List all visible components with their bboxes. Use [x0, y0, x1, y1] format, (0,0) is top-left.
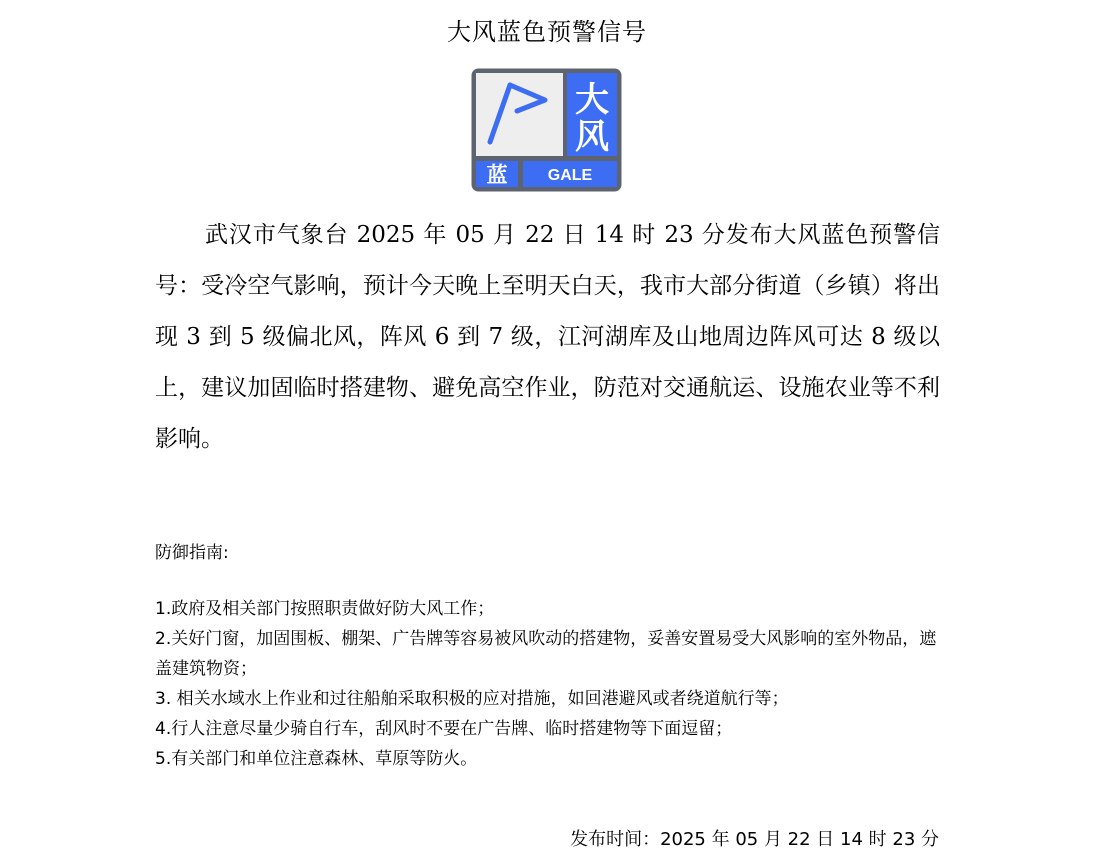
guide-item: 1.政府及相关部门按照职责做好防大风工作； — [155, 599, 495, 619]
icon-label-cn-1: 大 — [575, 80, 609, 120]
alert-body: 武汉市气象台 2025 年 05 月 22 日 14 时 23 分发布大风蓝色预警信号：受冷空气影响，预计今天晚上至明天白天，我市大部分街道（乡镇）将出现 3 到 5 级偏北风，阵风 6 到 7 级，江河湖库及山地周边阵风可达 8 级以上，建议加固临时搭建物、避免高空作业，防范对交通航运、设施农业等不利影响。 — [155, 222, 940, 452]
guide-item: 3. 相关水域水上作业和过往船舶采取积极的应对措施，如回港避风或者绕道航行等； — [155, 689, 789, 709]
guide-item: 5.有关部门和单位注意森林、草原等防火。 — [155, 749, 478, 769]
guide-item: 4.行人注意尽量少骑自行车，刮风时不要在广告牌、临时搭建物等下面逗留； — [155, 719, 733, 739]
icon-label-cn-2: 风 — [575, 117, 609, 157]
guide-heading: 防御指南: — [155, 543, 229, 563]
icon-label-en: GALE — [547, 167, 593, 184]
guide-list — [155, 594, 940, 774]
icon-level-label: 蓝 — [486, 163, 508, 187]
guide-item: 2.关好门窗，加固围板、棚架、广告牌等容易被风吹动的搭建物，妥善安置易受大风影响的室外物品，遮盖建筑物资； — [155, 629, 937, 679]
gale-blue-warning-icon — [470, 67, 623, 193]
publish-time: 发布时间：2025 年 05 月 22 日 14 时 23 分 — [570, 829, 939, 850]
page-title: 大风蓝色预警信号 — [447, 18, 647, 46]
